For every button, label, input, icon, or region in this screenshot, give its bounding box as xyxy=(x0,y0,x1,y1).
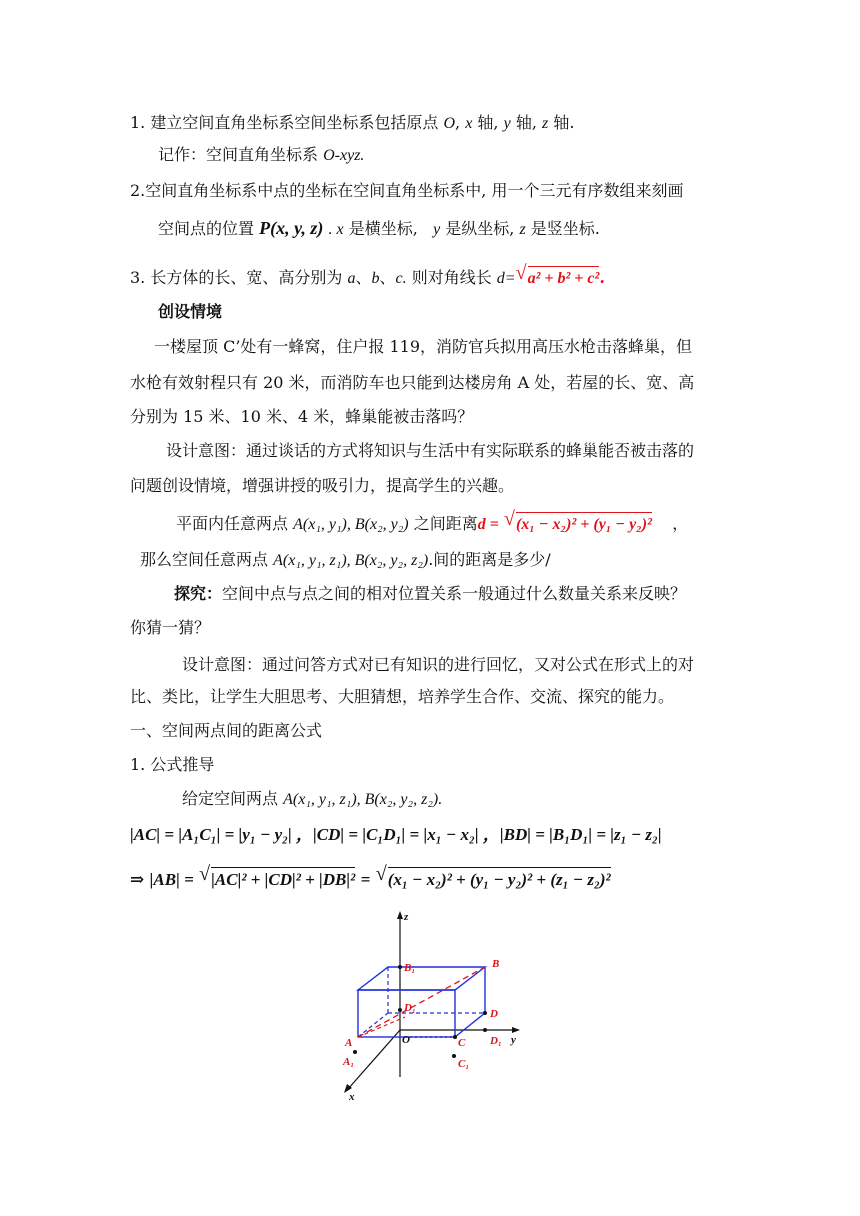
label-b: B xyxy=(492,958,500,970)
origin-symbol: O xyxy=(443,115,456,132)
axis-word: 轴, xyxy=(515,113,537,132)
equation-distance xyxy=(130,863,611,891)
scenario-line-2: 水枪有效射程只有 20 米，而消防车也只能到达楼房角 A 处，若屋的长、宽、高 xyxy=(130,373,695,392)
c-symbol: c. xyxy=(395,270,407,287)
comma: ， xyxy=(672,514,689,533)
box-edge xyxy=(455,1013,485,1037)
space-distance-question xyxy=(140,549,551,572)
equation-components: |AC| = |A₁C₁| = |y₁ − y₂| ，|CD| = |C₁D₁| = |x₁ − x₂| ，|BD| = |B₁D₁| = |z₁ − z₂| xyxy=(130,825,662,844)
text: 给定空间两点 xyxy=(182,789,279,808)
label-c1: C₁ xyxy=(458,1058,470,1070)
point-formula: P(x, y, z) xyxy=(259,218,324,238)
section-title: 一、空间两点间的距离公式 xyxy=(130,721,323,740)
b-symbol: b xyxy=(371,270,380,287)
explore-label: 探究： xyxy=(174,584,223,603)
text: 之间距离 xyxy=(413,514,478,533)
label-a: A xyxy=(345,1037,353,1049)
axis-word: 轴, xyxy=(477,113,499,132)
item-number: 1. xyxy=(130,113,146,132)
point-d-dot xyxy=(483,1011,487,1015)
label-y: y xyxy=(511,1034,516,1046)
text: 那么空间任意两点 xyxy=(140,550,269,569)
a-symbol: a xyxy=(347,270,356,287)
radical-1: √ |AC|² + |CD|² + |DB|² xyxy=(199,863,356,889)
diagonal-formula: √ a² + b² + c² xyxy=(516,266,600,290)
label-b1: B₁ xyxy=(404,962,416,974)
x-symbol: . x xyxy=(328,221,344,238)
text: 空间点的位置 xyxy=(158,219,255,238)
subsection-title: 1. 公式推导 xyxy=(130,755,215,774)
explore-line-2: 你猜一猜？ xyxy=(130,618,211,637)
label-o: O xyxy=(402,1034,410,1046)
points: A(x₁, y₁, z₁), B(x₂, y₂, z₂) xyxy=(273,552,429,569)
point-2-continuation xyxy=(158,217,600,241)
point-d1-axis-dot xyxy=(483,1028,487,1032)
point-1-line: 1. 建立空间直角坐标系空间坐标系包括原点 O, x 轴, y 轴, z 轴. xyxy=(130,113,575,132)
label-d1: D₁ xyxy=(490,1035,502,1047)
lhs: |AB| = xyxy=(149,870,194,889)
design-intent-2-line-1: 设计意图：通过问答方式对已有知识的进行回忆，又对公式在形式上的对 xyxy=(182,655,695,674)
box-edge-hidden xyxy=(358,1013,388,1037)
y-symbol: y xyxy=(433,221,441,238)
x-axis xyxy=(348,1030,400,1089)
point-c1-dot xyxy=(452,1054,456,1058)
text: 3. 长方体的长、宽、高分别为 xyxy=(130,268,343,287)
label-d1-upper: D₁ xyxy=(404,1002,416,1014)
d-symbol: d = xyxy=(477,516,499,533)
z-symbol: z xyxy=(519,221,526,238)
text: 建立空间直角坐标系空间坐标系包括原点 xyxy=(150,113,439,132)
period: . xyxy=(599,268,605,287)
plane-distance-line xyxy=(176,508,689,536)
label-c: C xyxy=(458,1037,466,1049)
cuboid-coordinate-figure xyxy=(330,905,530,1100)
implies-arrow: ⇒ xyxy=(130,870,145,890)
radical-2: √ (x₁ − x₂)² + (y₁ − y₂)² + (z₁ − z₂)² xyxy=(375,863,611,889)
dashed-ad xyxy=(358,1017,405,1037)
points: A(x₁, y₁), B(x₂, y₂) xyxy=(293,516,409,533)
text: 记作：空间直角坐标系 xyxy=(158,145,319,164)
points: A(x₁, y₁, z₁), B(x₂, y₂, z₂). xyxy=(283,791,443,808)
oxyz-symbol: O-xyz. xyxy=(323,147,365,164)
design-intent-2-line-2: 比、类比，让学生大胆思考、大胆猜想，培养学生合作、交流、探究的能力。 xyxy=(130,687,675,706)
x-symbol: x xyxy=(465,115,473,132)
separator: 、 xyxy=(379,268,396,287)
plane-distance-formula: √ (x₁ − x₂)² + (y₁ − y₂)² xyxy=(504,512,652,536)
y-symbol: y xyxy=(503,115,511,132)
text: .间的距离是多少/ xyxy=(428,550,551,569)
axis-word: 轴. xyxy=(553,113,575,132)
point-3-line xyxy=(130,262,605,290)
text: 是横坐标, xyxy=(348,219,418,238)
z-symbol: z xyxy=(542,115,549,132)
box-top-face xyxy=(358,967,485,990)
label-z: z xyxy=(404,911,409,923)
scenario-line-3: 分别为 15 米、10 米、4 米，蜂巢能被击落吗？ xyxy=(130,407,474,426)
design-intent-1-line-2: 问题创设情境，增强讲授的吸引力，提高学生的兴趣。 xyxy=(130,476,515,495)
text: 2.空间直角坐标系中点的坐标在空间直角坐标系中, 用一个三元有序数组来刻画 xyxy=(130,181,684,200)
text: 平面内任意两点 xyxy=(176,514,289,533)
z-arrow-icon xyxy=(397,911,403,919)
text: 则对角线长 xyxy=(411,268,492,287)
design-intent-1-line-1: 设计意图：通过谈话的方式将知识与生活中有实际联系的蜂巢能否被击落的 xyxy=(166,441,695,460)
scenario-line-1: 一楼屋顶 C’处有一蜂窝，住户报 119，消防官兵拟用高压水枪击落蜂巢，但 xyxy=(154,337,693,356)
point-2-line xyxy=(130,180,683,202)
point-b1-dot xyxy=(398,965,402,969)
text: 是竖坐标. xyxy=(530,219,600,238)
y-arrow-icon xyxy=(512,1027,520,1033)
diagonal-ab xyxy=(358,967,485,1037)
equals: = xyxy=(360,870,371,889)
label-a1: A₁ xyxy=(343,1056,355,1068)
point-a1-dot xyxy=(353,1050,357,1054)
heading-scenario: 创设情境 xyxy=(158,302,223,321)
label-d: D xyxy=(490,1008,498,1020)
explore-line-1 xyxy=(174,583,686,605)
point-c-dot xyxy=(453,1035,457,1039)
text: 空间中点与点之间的相对位置关系一般通过什么数量关系来反映？ xyxy=(222,584,687,603)
text: 是纵坐标, xyxy=(445,219,515,238)
separator: 、 xyxy=(355,268,372,287)
point-1-notation xyxy=(158,144,364,167)
point-d1-dot xyxy=(398,1008,402,1012)
given-points-line xyxy=(182,788,442,811)
label-x: x xyxy=(349,1091,355,1100)
d-symbol: d= xyxy=(496,270,516,287)
